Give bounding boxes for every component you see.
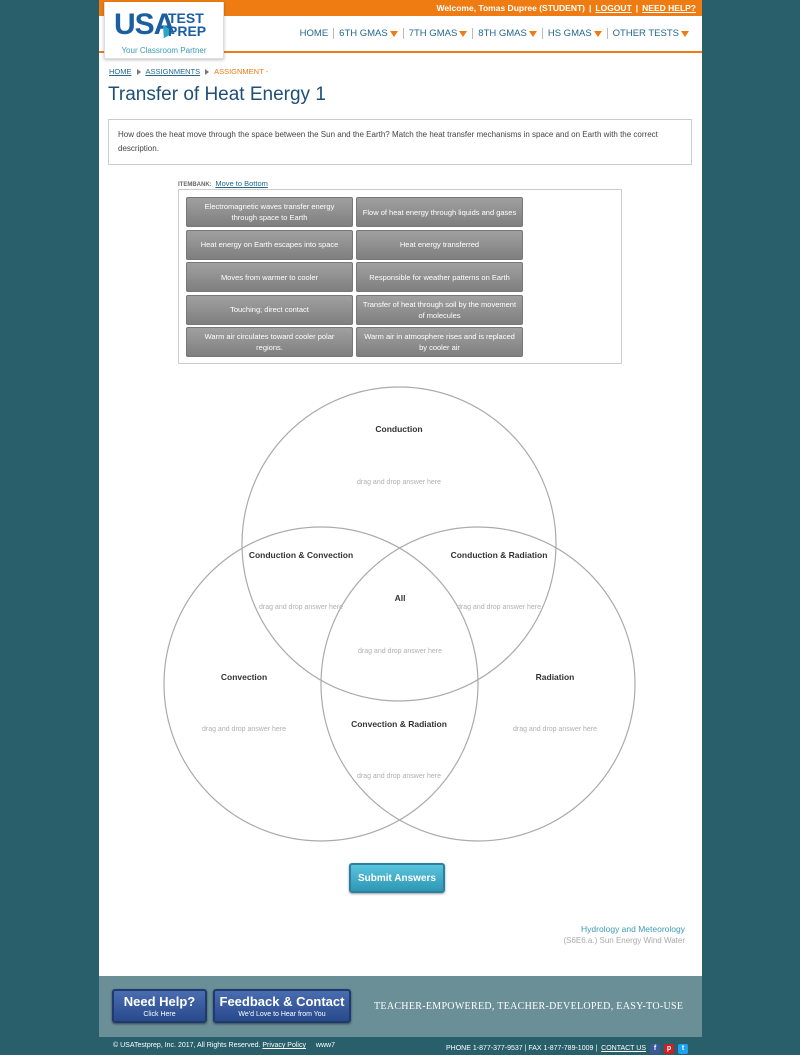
need-help-title: Need Help?: [123, 994, 196, 1009]
answer-tile[interactable]: Touching; direct contact: [186, 295, 353, 325]
caret-down-icon: [459, 31, 467, 37]
page-title: Transfer of Heat Energy 1: [108, 84, 326, 105]
feedback-contact-button[interactable]: [213, 989, 351, 1023]
dropzone-radiation[interactable]: drag and drop answer here: [512, 726, 598, 733]
move-to-bottom-link[interactable]: Move to Bottom: [215, 179, 268, 188]
breadcrumb-current: ASSIGNMENT -: [214, 67, 269, 76]
dropzone-conduction-convection[interactable]: drag and drop answer here: [258, 604, 344, 611]
breadcrumb-home[interactable]: HOME: [109, 67, 132, 76]
contact-us-link[interactable]: CONTACT US: [601, 1045, 646, 1052]
submit-answers-button[interactable]: Submit Answers: [349, 863, 445, 893]
copyright-block: [113, 1042, 335, 1055]
top-bar: Welcome, Tomas Dupree (STUDENT) | LOGOUT | NEED HELP?: [99, 0, 702, 16]
answer-tile[interactable]: Responsible for weather patterns on Earth: [356, 262, 523, 292]
nav-item-label: 6TH GMAS: [339, 28, 388, 39]
caret-down-icon: [529, 31, 537, 37]
logo-tagline: Your Classroom Partner: [121, 46, 207, 55]
need-help-link[interactable]: NEED HELP?: [642, 3, 696, 13]
footer-tagline: TEACHER-EMPOWERED, TEACHER-DEVELOPED, EASY-TO-USE: [374, 1001, 684, 1012]
caret-down-icon: [594, 31, 602, 37]
itembank-label: ITEMBANK:: [178, 182, 212, 188]
topic-standard: (S6E6.a.) Sun Energy Wind Water: [563, 936, 685, 945]
phone-fax-text: PHONE 1-877-377-9537 | FAX 1-877-789-1009 |: [446, 1045, 598, 1052]
topic-name[interactable]: Hydrology and Meteorology: [581, 924, 685, 934]
feedback-title: Feedback & Contact: [219, 994, 345, 1009]
nav-item-6th-gmas[interactable]: [333, 28, 403, 39]
dropzone-all[interactable]: drag and drop answer here: [357, 648, 443, 655]
nav-item-label: OTHER TESTS: [612, 28, 679, 39]
answer-tile[interactable]: Warm air circulates toward cooler polar regions.: [186, 327, 353, 357]
nav-item-hs-gmas[interactable]: [542, 28, 607, 39]
breadcrumb-arrow-icon: [137, 69, 141, 75]
answer-tile[interactable]: Flow of heat energy through liquids and gases: [356, 197, 523, 227]
feedback-sub: We'd Love to Hear from You: [238, 1011, 326, 1018]
contact-block: [446, 1042, 688, 1055]
nav-item-label: 8TH GMAS: [478, 28, 527, 39]
need-help-button[interactable]: [112, 989, 207, 1023]
dropzone-convection[interactable]: drag and drop answer here: [201, 726, 287, 733]
nav-item-8th-gmas[interactable]: [472, 28, 542, 39]
logout-link[interactable]: LOGOUT: [595, 3, 632, 13]
nav-item-7th-gmas[interactable]: [403, 28, 473, 39]
dropzone-conduction-radiation[interactable]: drag and drop answer here: [456, 604, 542, 611]
server-label: www7: [315, 1042, 335, 1049]
region-label-conduction: Conduction: [375, 424, 423, 434]
nav-item-label: 7TH GMAS: [408, 28, 458, 39]
answer-tile[interactable]: Heat energy transferred: [356, 230, 523, 260]
answer-tile[interactable]: Heat energy on Earth escapes into space: [186, 230, 353, 260]
question-text: How does the heat move through the space between the Sun and the Earth? Match the heat transfer mechanisms in space and on Earth with the correct description.: [108, 119, 692, 165]
privacy-policy-link[interactable]: Privacy Policy: [262, 1042, 306, 1049]
logo-test: TEST: [168, 10, 204, 26]
nav-item-other-tests[interactable]: [607, 28, 694, 39]
answer-tile[interactable]: Electromagnetic waves transfer energy through space to Earth: [186, 197, 353, 227]
copyright-text: © USATestprep, Inc. 2017, All Rights Reserved.: [113, 1042, 261, 1049]
caret-down-icon: [681, 31, 689, 37]
welcome-text: Welcome, Tomas Dupree (STUDENT): [436, 3, 586, 13]
venn-diagram: [99, 386, 702, 846]
nav-item-home[interactable]: [295, 28, 334, 39]
answer-tile[interactable]: Moves from warmer to cooler: [186, 262, 353, 292]
region-label-conduction-convection: Conduction & Convection: [248, 550, 354, 560]
dropzone-conduction[interactable]: drag and drop answer here: [356, 479, 442, 486]
nav-item-label: HS GMAS: [547, 28, 592, 39]
need-help-sub: Click Here: [143, 1011, 176, 1018]
logo-prep: PREP: [168, 23, 207, 39]
answer-tile[interactable]: Warm air in atmosphere rises and is replaced by cooler air: [356, 327, 523, 357]
answer-tile[interactable]: Transfer of heat through soil by the movement of molecules: [356, 295, 523, 325]
main-nav: [295, 28, 694, 39]
nav-item-label: HOME: [299, 28, 329, 39]
region-label-all: All: [394, 593, 406, 603]
logo-usa: USA: [114, 8, 175, 41]
facebook-icon[interactable]: f: [650, 1044, 660, 1054]
bottom-bar: [99, 1038, 702, 1055]
itembank-header: [178, 179, 268, 188]
logo[interactable]: [104, 2, 224, 59]
region-label-convection: Convection: [220, 672, 268, 682]
breadcrumb-assignments[interactable]: ASSIGNMENTS: [145, 67, 201, 76]
footer: [99, 976, 702, 1037]
region-label-conduction-radiation: Conduction & Radiation: [450, 550, 548, 560]
caret-down-icon: [390, 31, 398, 37]
topic-info: [563, 923, 685, 947]
itembank: [178, 189, 622, 364]
logo-testprep: [168, 12, 206, 38]
dropzone-convection-radiation[interactable]: drag and drop answer here: [356, 773, 442, 780]
region-label-radiation: Radiation: [535, 672, 575, 682]
page-content: [99, 16, 702, 976]
twitter-icon[interactable]: t: [678, 1044, 688, 1054]
breadcrumb: [109, 67, 268, 76]
pinterest-icon[interactable]: p: [664, 1044, 674, 1054]
region-label-convection-radiation: Convection & Radiation: [351, 719, 447, 729]
breadcrumb-arrow-icon: [205, 69, 209, 75]
